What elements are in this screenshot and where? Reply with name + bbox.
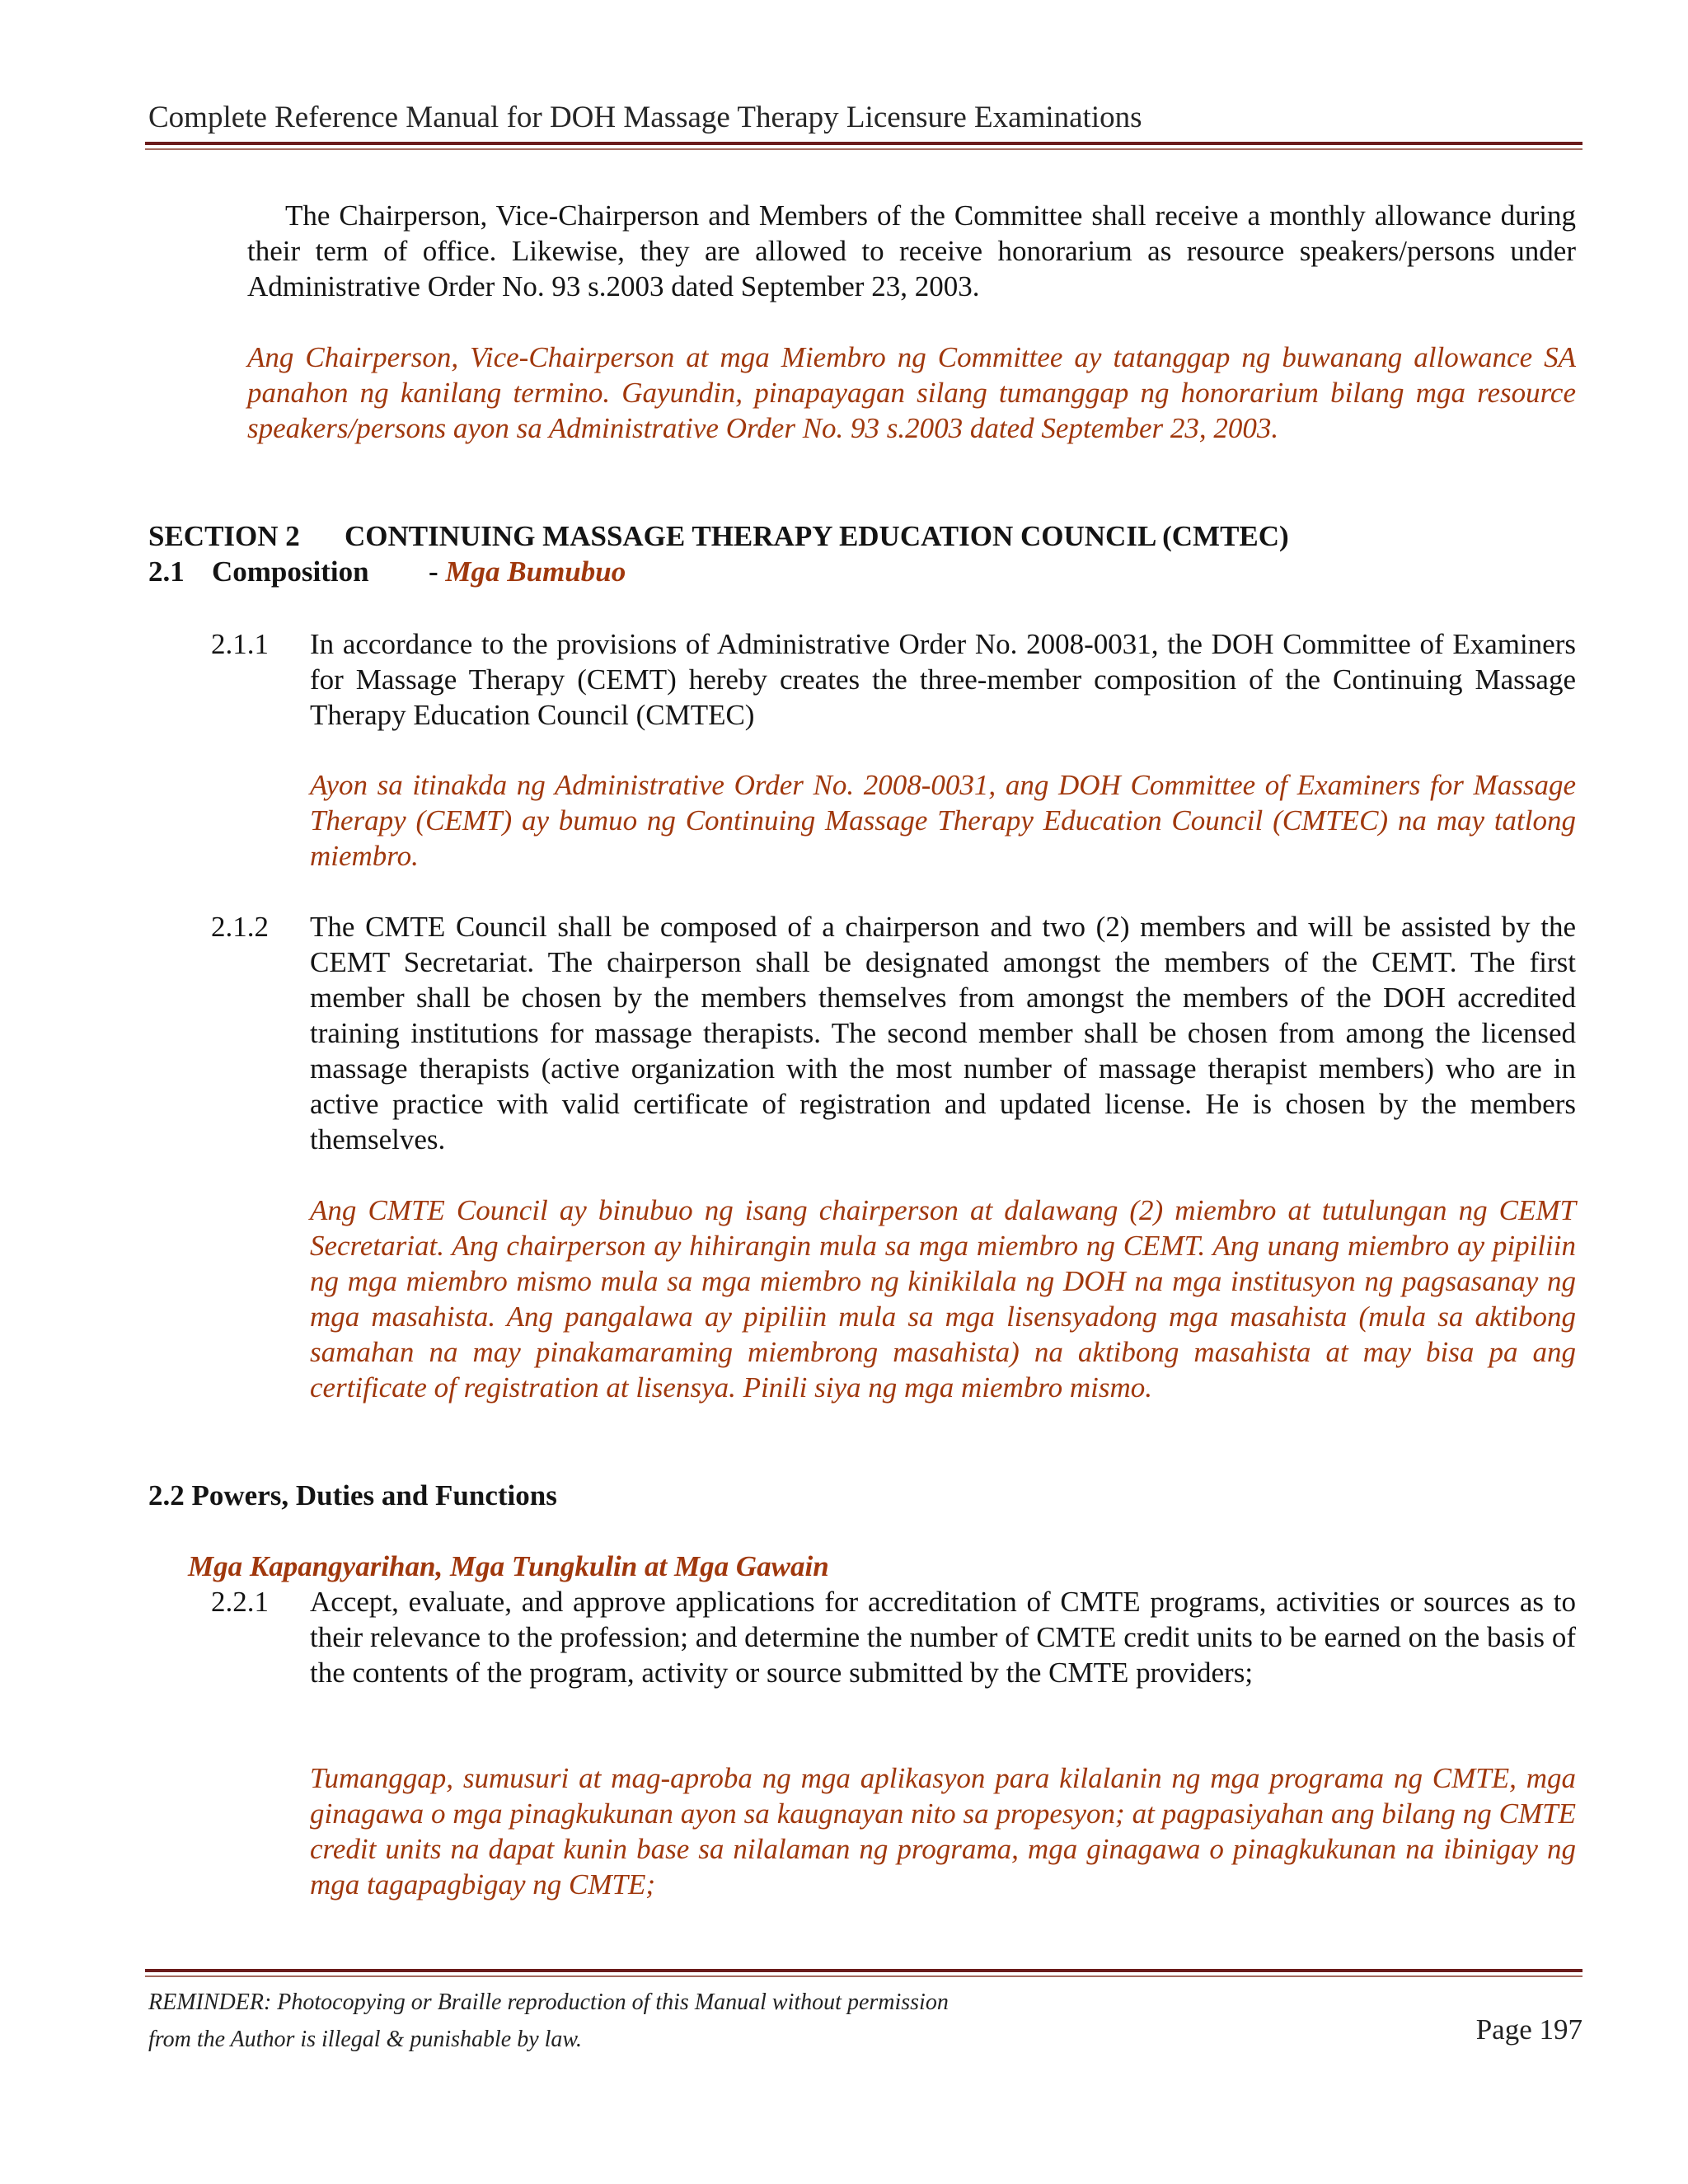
item-number: 2.1.1 — [211, 628, 269, 660]
subsection-22-title-tl: Mga Kapangyarihan, Mga Tungkulin at Mga Gawain — [188, 1550, 829, 1582]
item-211-en: In accordance to the provisions of Administrative Order No. 2008-0031, the DOH Committee of Examiners for Massage Therapy (CEMT) hereby creates the three-member composition of the Continuing Massage Therapy Education Council (CMTEC) — [310, 628, 1576, 731]
subsection-title-tl: Mga Bumubuo — [445, 555, 626, 588]
item-212-en: The CMTE Council shall be composed of a chairperson and two (2) members and will be assisted by the CEMT Secretariat. The chairperson shall be designated amongst the members of the CEMT. The first member shall be chosen by the members themselves from amongst the members of the DOH accredited training institutions for massage therapists. The second member shall be chosen from among the licensed massage therapists (active organization with the most number of massage therapist members) who are in active practice with valid certificate of registration and updated license. He is chosen by the members themselves. — [310, 911, 1576, 1155]
item-number: 2.2.1 — [211, 1586, 269, 1618]
page-number: Page 197 — [1475, 2013, 1582, 2046]
intro-paragraph-tl: Ang Chairperson, Vice-Chairperson at mga Miembro ng Committee ay tatanggap ng buwanang allowance SA panahon ng kanilang termino. Gayundin, pinapayagan silang tumanggap ng honorarium bilang mga resource speakers/persons ayon sa Administrative Order No. 93 s.2003 dated September 23, 2003. — [247, 341, 1576, 444]
header-rule-thin — [145, 148, 1582, 150]
subsection-number: 2.1 — [148, 555, 185, 588]
footer-rule — [145, 1969, 1582, 1972]
intro-paragraph-en: The Chairperson, Vice-Chairperson and Members of the Committee shall receive a monthly allowance during their term of office. Likewise, they are allowed to receive honorarium as resource speakers/persons under Administrative Order No. 93 s.2003 dated September 23, 2003. — [247, 199, 1576, 302]
item-221-en: Accept, evaluate, and approve applications for accreditation of CMTE programs, activities or sources as to their relevance to the profession; and determine the number of CMTE credit units to be earned on the basis of the contents of the program, activity or source submitted by the CMTE providers; — [310, 1586, 1576, 1689]
item-212-tl: Ang CMTE Council ay binubuo ng isang chairperson at dalawang (2) miembro at tutulungan ng CEMT Secretariat. Ang chairperson ay hihirangin mula sa mga miembro ng CEMT. Ang unang miembro ay pipiliin ng mga miembro mismo mula sa mga miembro ng kinikilala ng DOH na mga institusyon ng pagsasanay ng mga masahista. Ang pangalawa ay pipiliin mula sa mga lisensyadong mga masahista (mula sa aktibong samahan na may pinakamaraming miembrong masahista) na aktibong masahista at may bisa pa ang certificate of registration at lisensya. Pinili siya ng mga miembro mismo. — [310, 1194, 1576, 1404]
footer-rule-thin — [145, 1975, 1582, 1977]
reminder-line-1: REMINDER: Photocopying or Braille reproduction of this Manual without permission — [148, 1990, 949, 2015]
item-221-tl: Tumanggap, sumusuri at mag-aproba ng mga aplikasyon para kilalanin ng mga programa ng CMTE, mga ginagawa o mga pinagkukunan ayon sa kaugnayan nito sa propesyon; at pagpasiyahan ang bilang ng CMTE credit units na dapat kunin base sa nilalaman ng programa, mga ginagawa o pinagkukunan na ibinigay ng mga tagapagbigay ng CMTE; — [310, 1762, 1576, 1900]
subsection-22-title: 2.2 Powers, Duties and Functions — [148, 1479, 557, 1511]
copyright-reminder — [148, 1984, 1220, 2058]
subsection-title: Composition — [212, 555, 369, 588]
section-title: CONTINUING MASSAGE THERAPY EDUCATION COUNCIL (CMTEC) — [345, 520, 1289, 552]
item-211-tl: Ayon sa itinakda ng Administrative Order No. 2008-0031, ang DOH Committee of Examiners for Massage Therapy (CEMT) ay bumuo ng Continuing Massage Therapy Education Council (CMTEC) na may tatlong miembro. — [310, 769, 1576, 872]
section-label: SECTION 2 — [148, 520, 300, 552]
header-rule — [145, 142, 1582, 145]
subsection-title-line — [429, 554, 626, 589]
subsection-dash: - — [429, 555, 438, 588]
item-number: 2.1.2 — [211, 911, 269, 943]
reminder-line-2: from the Author is illegal & punishable by law. — [148, 2027, 583, 2052]
manual-title: Complete Reference Manual for DOH Massage Therapy Licensure Examinations — [148, 101, 1142, 134]
